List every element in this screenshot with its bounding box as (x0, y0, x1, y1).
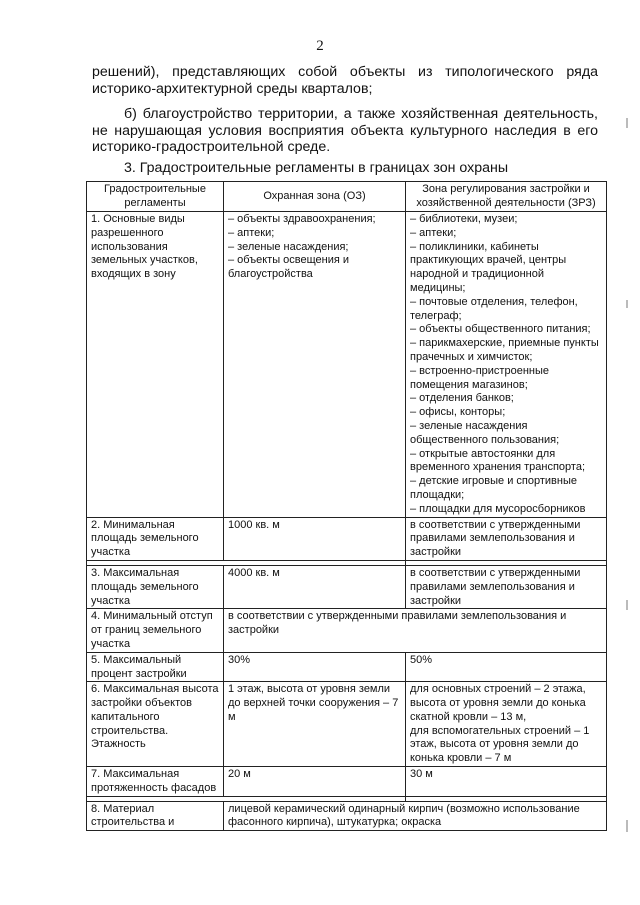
zrz-auxiliary-buildings: для вспомогательных строений – 1 этаж, высота от уровня земли до конька кровли – 7 м (410, 724, 590, 765)
regulations-table (86, 181, 607, 831)
table-row (87, 212, 607, 518)
list-item: – объекты освещения и благоустройства (228, 254, 350, 281)
list-item: – объекты общественного питания; (410, 323, 591, 336)
list-item: – зеленые насаждения общественного пользования; (410, 419, 560, 446)
list-item: – аптеки; (228, 226, 275, 239)
cell-zrz (406, 212, 607, 518)
table-row (87, 565, 607, 608)
page-number: 2 (316, 38, 324, 54)
scan-margin-mark (626, 600, 628, 610)
zrz-main-buildings: для основных строений – 2 этажа, высота от уровня земли до конька скатной кровли – 13 м, (410, 683, 586, 723)
row-name: 5. Максимальный процент застройки (87, 652, 224, 682)
row-name: 3. Максимальная площадь земельного участка (87, 565, 224, 608)
cell-merged: в соответствии с утвержденными правилами землепользования и застройки (224, 609, 607, 652)
cell-zrz: в соответствии с утвержденными правилами землепользования и застройки (406, 517, 607, 560)
table-row (87, 517, 607, 560)
list-item: – зеленые насаждения; (228, 240, 349, 253)
table-row (87, 652, 607, 682)
list-item: – библиотеки, музеи; (410, 213, 518, 225)
list-item: – аптеки; (410, 226, 457, 239)
paragraph-continuation: решений), представляющих собой объекты из типологического ряда историко-архитектурной среды кварталов; (92, 64, 598, 97)
table-header-row (87, 182, 607, 212)
row-name: 6. Максимальная высота застройки объектов капитального строительства. Этажность (87, 682, 224, 767)
paragraph-b: б) благоустройство территории, а также хозяйственная деятельность, не нарушающая условия восприятия объекта культурного наследия в его историко-градостроительной среде. (92, 106, 598, 155)
header-regulation-zone: Зона регулирования застройки и хозяйственной деятельности (ЗРЗ) (406, 182, 607, 212)
scan-margin-mark (626, 300, 628, 308)
header-regulations: Градостроительные регламенты (87, 182, 224, 212)
list-item: – объекты здравоохранения; (228, 213, 376, 225)
table-row (87, 682, 607, 767)
table-row (87, 767, 607, 797)
cell-oz: 4000 кв. м (224, 565, 406, 608)
cell-zrz (406, 682, 607, 767)
table-row (87, 801, 607, 831)
list-item: – открытые автостоянки для временного хранения транспорта; (410, 447, 586, 474)
list-item: – офисы, конторы; (410, 406, 506, 419)
header-protected-zone: Охранная зона (ОЗ) (224, 182, 406, 212)
cell-zrz: в соответствии с утвержденными правилами землепользования и застройки (406, 565, 607, 608)
table-row (87, 609, 607, 652)
row-name: 7. Максимальная протяженность фасадов (87, 767, 224, 797)
list-item: – детские игровые и спортивные площадки; (410, 475, 577, 501)
list-item: – поликлиники, кабинеты практикующих врачей, центры народной и традиционной медицины; (410, 240, 567, 294)
row-name: 4. Минимальный отступ от границ земельного участка (87, 609, 224, 652)
cell-zrz: 30 м (406, 767, 607, 797)
scan-margin-mark (626, 820, 628, 832)
list-item: – площадки для мусоросборников (410, 502, 586, 515)
scan-margin-mark (626, 118, 628, 128)
row-name: 2. Минимальная площадь земельного участка (87, 517, 224, 560)
cell-oz (224, 212, 406, 518)
list-item: – встроенно-пристроенные помещения магазинов; (410, 364, 549, 391)
cell-oz: 30% (224, 652, 406, 682)
cell-oz: 1000 кв. м (224, 517, 406, 560)
row-name: 8. Материал строительства и (87, 801, 224, 831)
section-heading: 3. Градостроительные регламенты в границах зон охраны (124, 160, 509, 176)
row-name: 1. Основные виды разрешенного использования земельных участков, входящих в зону (87, 212, 224, 518)
cell-oz: 1 этаж, высота от уровня земли до верхней точки сооружения – 7 м (224, 682, 406, 767)
cell-oz: 20 м (224, 767, 406, 797)
cell-zrz: 50% (406, 652, 607, 682)
list-item: – отделения банков; (410, 392, 514, 405)
list-item: – почтовые отделения, телефон, телеграф; (410, 295, 578, 322)
list-item: – парикмахерские, приемные пункты прачечных и химчисток; (410, 337, 599, 363)
cell-merged: лицевой керамический одинарный кирпич (возможно использование фасонного кирпича), штукатурка; окраска (224, 801, 607, 831)
